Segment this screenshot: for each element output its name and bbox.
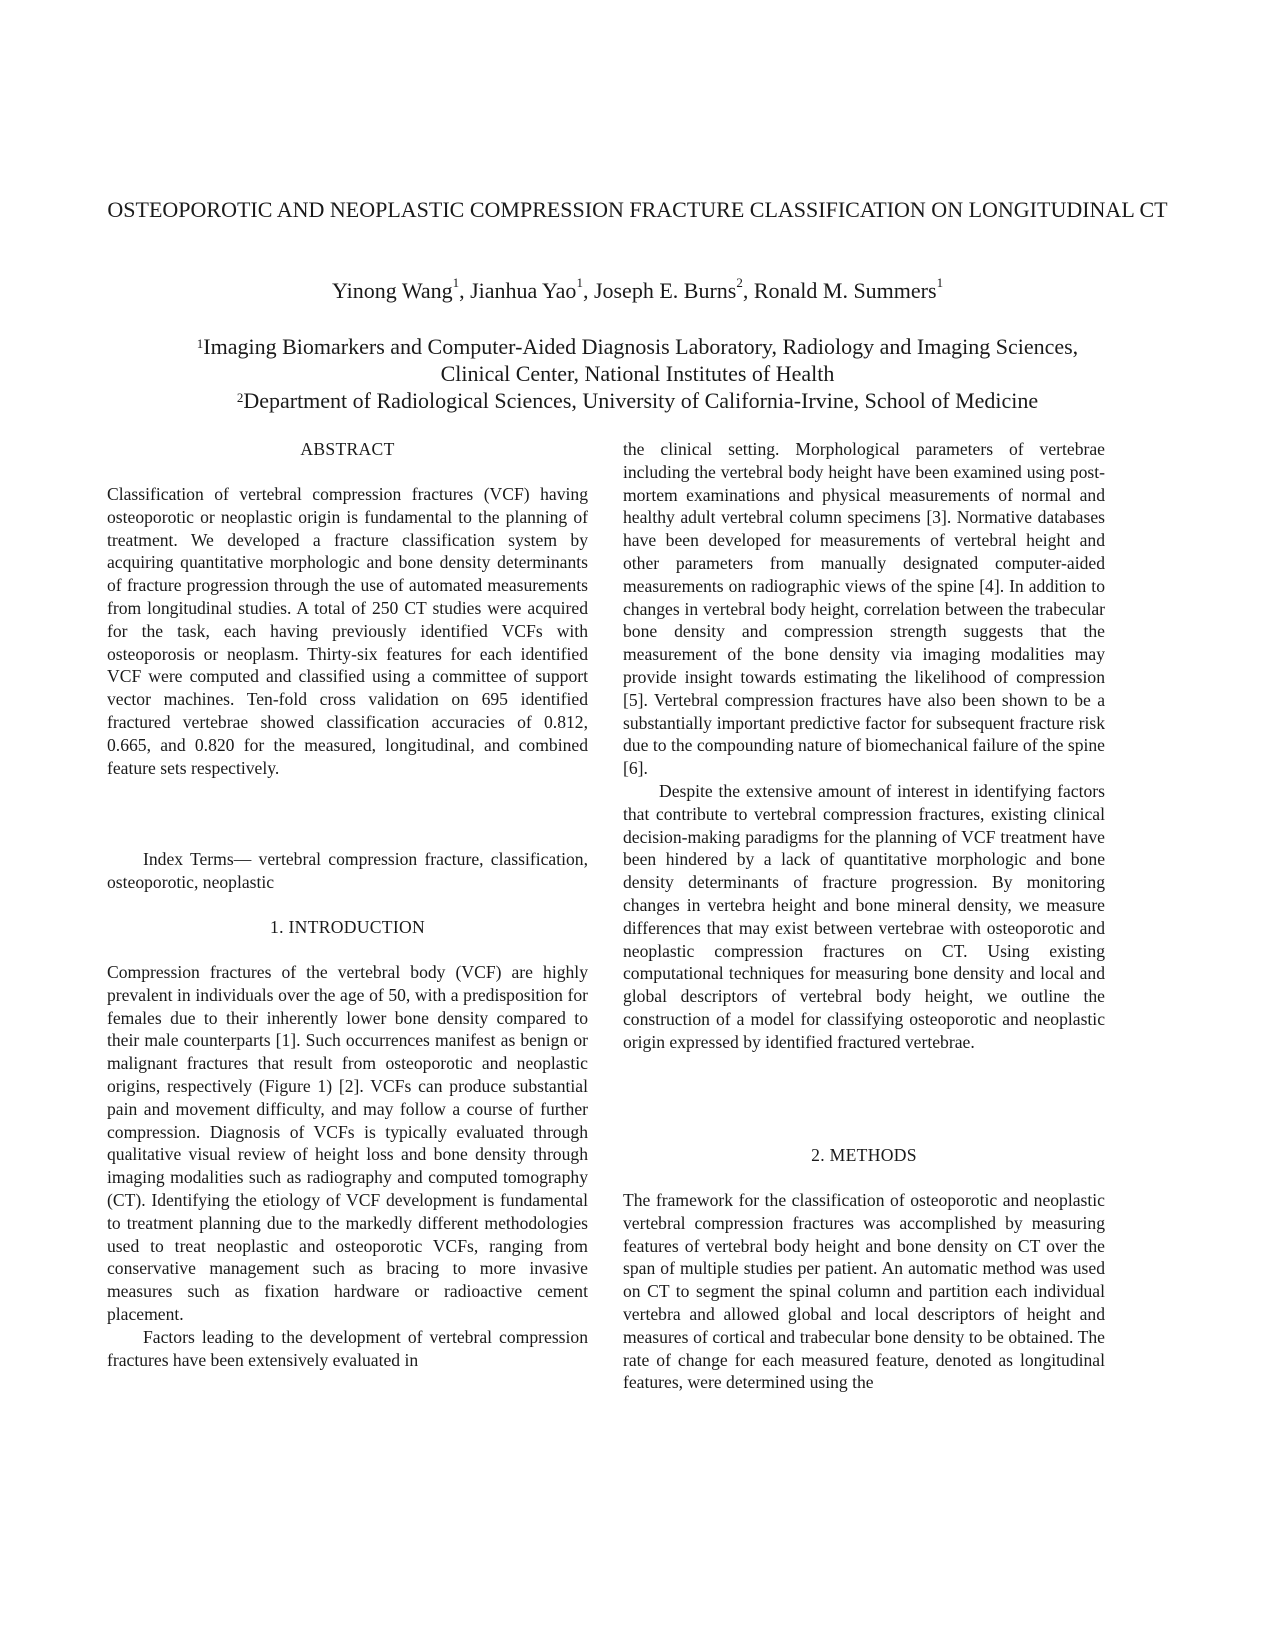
paragraph: the clinical setting. Morphological parameters of vertebrae including the vertebral body height have been examined using post-mortem examinations and physical measurements of normal and healthy adult vertebral column specimens [3]. Normative databases have been developed for measurements of vertebral height and other parameters from manually designated computer-aided measurements on radiographic views of the spine [4]. In addition to changes in vertebral body height, correlation between the trabecular bone density and compression strength suggests that the measurement of the bone density via imaging modalities may provide insight towards estimating the likelihood of compression [5]. Vertebral compression fractures have also been shown to be a substantially important predictive factor for subsequent fracture risk due to the compounding nature of biomechanical failure of the spine [6]. [623,439,1105,779]
author: Ronald M. Summers$^1$ [753,275,944,303]
abstract-heading: ABSTRACT [300,439,395,459]
index-terms: Index Terms— vertebral compression fracture, classification, osteoporotic, neoplastic [107,849,588,892]
author: Jianhua Yao$^1$, [470,275,594,303]
affiliation-2: $^2$Department of Radiological Sciences, University of California-Irvine, School of Medicine [236,388,1039,413]
abstract-text: Classification of vertebral compression fractures (VCF) having osteoporotic or neoplastic origin is fundamental to the planning of treatment. We developed a fracture classification system by acquiring quantitative morphologic and bone density determinants of fracture progression through the use of automated measurements from longitudinal studies. A total of 250 CT studies were acquired for the task, each having previously identified VCFs with osteoporosis or neoplasm. Thirty-six features for each identified VCF were computed and classified using a committee of support vector machines. Ten-fold cross validation on 695 identified fractured vertebrae showed classification accuracies of 0.812, 0.665, and 0.820 for the measured, longitudinal, and combined feature sets respectively. [107,484,588,778]
author-list [100,275,1175,304]
author: Yinong Wang$^1$, [331,275,471,303]
affiliation-1: $^1$Imaging Biomarkers and Computer-Aided Diagnosis Laboratory, Radiology and Imaging Sciences, Clinical Center, National Institutes of Health [196,334,1079,386]
author: Joseph E. Burns$^2$, [593,275,754,303]
methods-text: The framework for the classification of osteoporotic and neoplastic vertebral compression fractures was accomplished by measuring features of vertebral body height and bone density on CT over the span of multiple studies per patient. An automatic method was used on CT to segment the spinal column and partition each individual vertebra and allowed global and local descriptors of height and measures of cortical and trabecular bone density to be obtained. The rate of change for each measured feature, denoted as longitudinal features, were determined using the [623,1190,1105,1393]
paragraph: Factors leading to the development of vertebral compression fractures have been extensively evaluated in [107,1326,588,1370]
paragraph: Compression fractures of the vertebral body (VCF) are highly prevalent in individuals over the age of 50, with a predisposition for females due to their inherently lower bone density compared to their male counterparts [1]. Such occurrences manifest as benign or malignant fractures that result from osteoporotic and neoplastic origins, respectively (Figure 1) [2]. VCFs can produce substantial pain and movement difficulty, and may follow a course of further compression. Diagnosis of VCFs is typically evaluated through qualitative visual review of height loss and bone density through imaging modalities such as radiography and computed tomography (CT). Identifying the etiology of VCF development is fundamental to treatment planning due to the markedly different methodologies used to treat neoplastic and osteoporotic VCFs, ranging from conservative management such as bracing to more invasive measures such as fixation hardware or radioactive cement placement. [107,962,588,1324]
introduction-heading: 1. INTRODUCTION [269,917,425,937]
paragraph: Despite the extensive amount of interest in identifying factors that contribute to vertebral compression fractures, existing clinical decision-making paradigms for the planning of VCF treatment have been hindered by a lack of quantitative morphologic and bone density determinants of fracture progression. By monitoring changes in vertebra height and bone mineral density, we measure differences that may exist between vertebrae with osteoporotic and neoplastic compression fractures on CT. Using existing computational techniques for measuring bone density and local and global descriptors of vertebral body height, we outline the construction of a model for classifying osteoporotic and neoplastic origin expressed by identified fractured vertebrae. [623,780,1105,1052]
methods-heading: 2. METHODS [811,1145,917,1165]
introduction-body-continued [623,438,1105,1054]
paper-title: OSTEOPOROTIC AND NEOPLASTIC COMPRESSION FRACTURE CLASSIFICATION ON LONGITUDINAL CT [107,197,1168,222]
introduction-body [107,961,588,1371]
